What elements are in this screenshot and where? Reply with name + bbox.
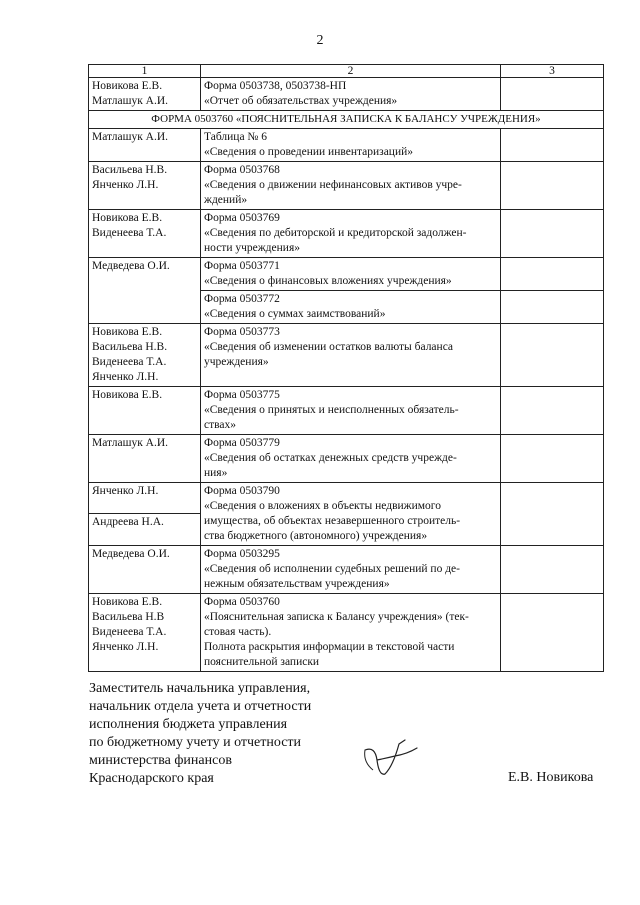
responsible-cell (89, 210, 201, 258)
empty-cell (501, 594, 604, 672)
responsible-cell (89, 387, 201, 435)
responsible-cell (89, 129, 201, 162)
form-cell (201, 435, 501, 483)
form-code: Форма 0503775 (204, 389, 280, 401)
signer-name: Е.В. Новикова (508, 770, 594, 785)
form-description: ства бюджетного (автономного) учреждения» (204, 530, 428, 542)
form-description: «Сведения по дебиторской и кредиторской задолжен- (204, 227, 467, 239)
form-code: Форма 0503738, 0503738-НП (204, 80, 347, 92)
header-col-3: 3 (501, 65, 604, 78)
responsible-cell (89, 483, 201, 546)
empty-cell (501, 162, 604, 210)
position-line: начальник отдела учета и отчетности (89, 699, 312, 714)
empty-cell (501, 291, 604, 324)
position-line: Краснодарского края (89, 771, 214, 786)
header-col-2: 2 (201, 65, 501, 78)
table-row (89, 435, 604, 483)
form-description: нежным обязательствам учреждения» (204, 578, 390, 590)
form-code: Форма 0503773 (204, 326, 280, 338)
form-description: пояснительной записки (204, 656, 320, 668)
form-description: Полнота раскрытия информации в текстовой части (204, 641, 455, 653)
empty-cell (501, 258, 604, 291)
section-title: ФОРМА 0503760 «ПОЯСНИТЕЛЬНАЯ ЗАПИСКА К БАЛАНСУ УЧРЕЖДЕНИЯ» (89, 111, 604, 129)
responsible-cell (89, 258, 201, 324)
table-row (89, 258, 604, 291)
signatory-position (89, 680, 311, 788)
responsibility-table (88, 64, 604, 672)
form-description: «Сведения об изменении остатков валюты баланса (204, 341, 454, 353)
responsible-cell (89, 435, 201, 483)
header-col-1: 1 (89, 65, 201, 78)
table-row (89, 129, 604, 162)
empty-cell (501, 483, 604, 546)
form-description: ждений» (204, 194, 248, 206)
responsible-name: Янченко Л.Н. (92, 179, 159, 191)
responsible-name: Матлашук А.И. (92, 437, 169, 449)
table-row (89, 78, 604, 111)
empty-cell (501, 435, 604, 483)
table-row (89, 210, 604, 258)
responsible-cell (89, 324, 201, 387)
form-cell (201, 210, 501, 258)
responsible-name: Медведева О.И. (92, 260, 170, 272)
form-cell (201, 483, 501, 546)
table-row (89, 162, 604, 210)
responsible-name: Виденеева Т.А. (92, 626, 167, 638)
form-description: стовая часть). (204, 626, 272, 638)
form-code: Форма 0503779 (204, 437, 280, 449)
form-cell (201, 258, 501, 291)
table-row (89, 387, 604, 435)
position-line: Заместитель начальника управления, (89, 681, 311, 696)
form-code: Форма 0503295 (204, 548, 280, 560)
responsible-cell (89, 162, 201, 210)
form-cell (201, 162, 501, 210)
responsible-name: Янченко Л.Н. (92, 641, 159, 653)
form-description: «Сведения о вложениях в объекты недвижимого (204, 500, 441, 512)
position-line: по бюджетному учету и отчетности (89, 735, 302, 750)
form-code: Форма 0503769 (204, 212, 280, 224)
page-number: 2 (316, 33, 324, 48)
section-row (89, 111, 604, 129)
responsible-name: Матлашук А.И. (92, 131, 169, 143)
responsible-name: Виденеева Т.А. (92, 356, 167, 368)
form-description: «Сведения о проведении инвентаризаций» (204, 146, 414, 158)
form-description: «Сведения об остатках денежных средств учрежде- (204, 452, 457, 464)
responsible-cell (89, 546, 201, 594)
form-description: учреждения» (204, 356, 269, 368)
form-description: ния» (204, 467, 228, 479)
responsible-name: Новикова Е.В. (92, 326, 163, 338)
table-row (89, 483, 604, 546)
form-cell (201, 594, 501, 672)
table-row (89, 594, 604, 672)
position-line: исполнения бюджета управления (89, 717, 288, 732)
handwritten-signature-icon (355, 736, 425, 786)
responsible-name: Медведева О.И. (92, 548, 170, 560)
form-description: ности учреждения» (204, 242, 300, 254)
position-line: министерства финансов (89, 753, 232, 768)
form-cell (201, 387, 501, 435)
form-code: Форма 0503771 (204, 260, 280, 272)
responsible-name: Янченко Л.Н. (92, 485, 159, 497)
form-description: «Сведения о принятых и неисполненных обязатель- (204, 404, 459, 416)
responsible-name: Андреева Н.А. (89, 513, 200, 544)
form-cell (201, 291, 501, 324)
form-cell (201, 546, 501, 594)
form-description: имущества, об объектах незавершенного строитель- (204, 515, 461, 527)
form-description: «Отчет об обязательствах учреждения» (204, 95, 398, 107)
form-cell (201, 324, 501, 387)
form-code: Форма 0503772 (204, 293, 280, 305)
form-cell (201, 129, 501, 162)
responsible-name: Новикова Е.В. (92, 389, 163, 401)
form-code: Таблица № 6 (204, 131, 268, 143)
form-cell (201, 78, 501, 111)
form-description: ствах» (204, 419, 237, 431)
empty-cell (501, 324, 604, 387)
responsible-cell (89, 78, 201, 111)
form-code: Форма 0503790 (204, 485, 280, 497)
empty-cell (501, 78, 604, 111)
responsible-name: Матлашук А.И. (92, 95, 169, 107)
empty-cell (501, 387, 604, 435)
form-description: «Сведения о финансовых вложениях учреждения» (204, 275, 452, 287)
responsible-name: Новикова Е.В. (92, 596, 163, 608)
empty-cell (501, 210, 604, 258)
responsible-name: Янченко Л.Н. (92, 371, 159, 383)
table-header-row (89, 65, 604, 78)
form-description: «Сведения о суммах заимствований» (204, 308, 386, 320)
responsible-name: Васильева Н.В. (92, 341, 168, 353)
form-description: «Сведения о движении нефинансовых активов учре- (204, 179, 462, 191)
form-code: Форма 0503768 (204, 164, 280, 176)
responsible-name: Виденеева Т.А. (92, 227, 167, 239)
responsible-name: Новикова Е.В. (92, 80, 163, 92)
form-description: «Пояснительная записка к Балансу учреждения» (тек- (204, 611, 469, 623)
form-description: «Сведения об исполнении судебных решений по де- (204, 563, 460, 575)
form-code: Форма 0503760 (204, 596, 280, 608)
empty-cell (501, 546, 604, 594)
responsible-cell (89, 594, 201, 672)
table-row (89, 324, 604, 387)
responsible-name: Васильева Н.В (92, 611, 165, 623)
responsible-name: Васильева Н.В. (92, 164, 168, 176)
responsible-name: Новикова Е.В. (92, 212, 163, 224)
table-row (89, 546, 604, 594)
empty-cell (501, 129, 604, 162)
